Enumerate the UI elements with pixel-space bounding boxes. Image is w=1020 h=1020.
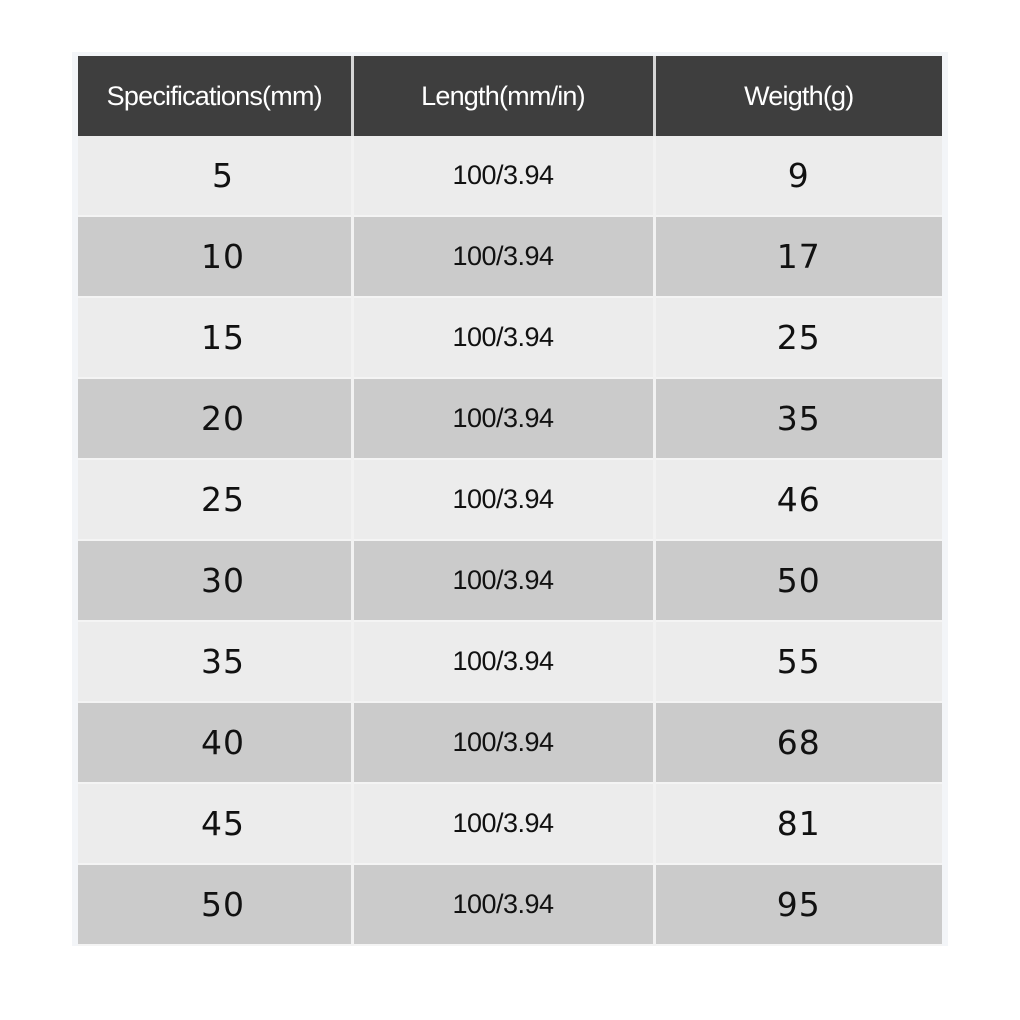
cell-specification: 40 [78, 702, 352, 783]
cell-length: 100/3.94 [352, 864, 654, 945]
cell-weight: 17 [654, 216, 942, 297]
cell-specification: 45 [78, 783, 352, 864]
cell-weight: 68 [654, 702, 942, 783]
cell-length: 100/3.94 [352, 216, 654, 297]
table-row [78, 297, 942, 378]
cell-length: 100/3.94 [352, 378, 654, 459]
cell-weight: 50 [654, 540, 942, 621]
cell-weight: 81 [654, 783, 942, 864]
cell-specification: 10 [78, 216, 352, 297]
cell-weight: 95 [654, 864, 942, 945]
specifications-table [78, 56, 942, 946]
table-row [78, 702, 942, 783]
header-specifications: Specifications(mm) [78, 56, 352, 136]
cell-specification: 35 [78, 621, 352, 702]
cell-weight: 46 [654, 459, 942, 540]
table-row [78, 136, 942, 216]
cell-length: 100/3.94 [352, 621, 654, 702]
cell-specification: 25 [78, 459, 352, 540]
table-header-row [78, 56, 942, 136]
cell-length: 100/3.94 [352, 459, 654, 540]
table-row [78, 783, 942, 864]
table-row [78, 864, 942, 945]
cell-length: 100/3.94 [352, 702, 654, 783]
cell-specification: 30 [78, 540, 352, 621]
cell-weight: 25 [654, 297, 942, 378]
table-row [78, 459, 942, 540]
cell-length: 100/3.94 [352, 297, 654, 378]
table-row [78, 540, 942, 621]
cell-weight: 35 [654, 378, 942, 459]
cell-specification: 20 [78, 378, 352, 459]
header-length: Length(mm/in) [352, 56, 654, 136]
cell-specification: 50 [78, 864, 352, 945]
header-weight: Weigth(g) [654, 56, 942, 136]
table-row [78, 216, 942, 297]
table-row [78, 621, 942, 702]
cell-weight: 9 [654, 136, 942, 216]
cell-length: 100/3.94 [352, 540, 654, 621]
cell-specification: 5 [78, 136, 352, 216]
table-row [78, 378, 942, 459]
cell-specification: 15 [78, 297, 352, 378]
cell-weight: 55 [654, 621, 942, 702]
cell-length: 100/3.94 [352, 136, 654, 216]
cell-length: 100/3.94 [352, 783, 654, 864]
